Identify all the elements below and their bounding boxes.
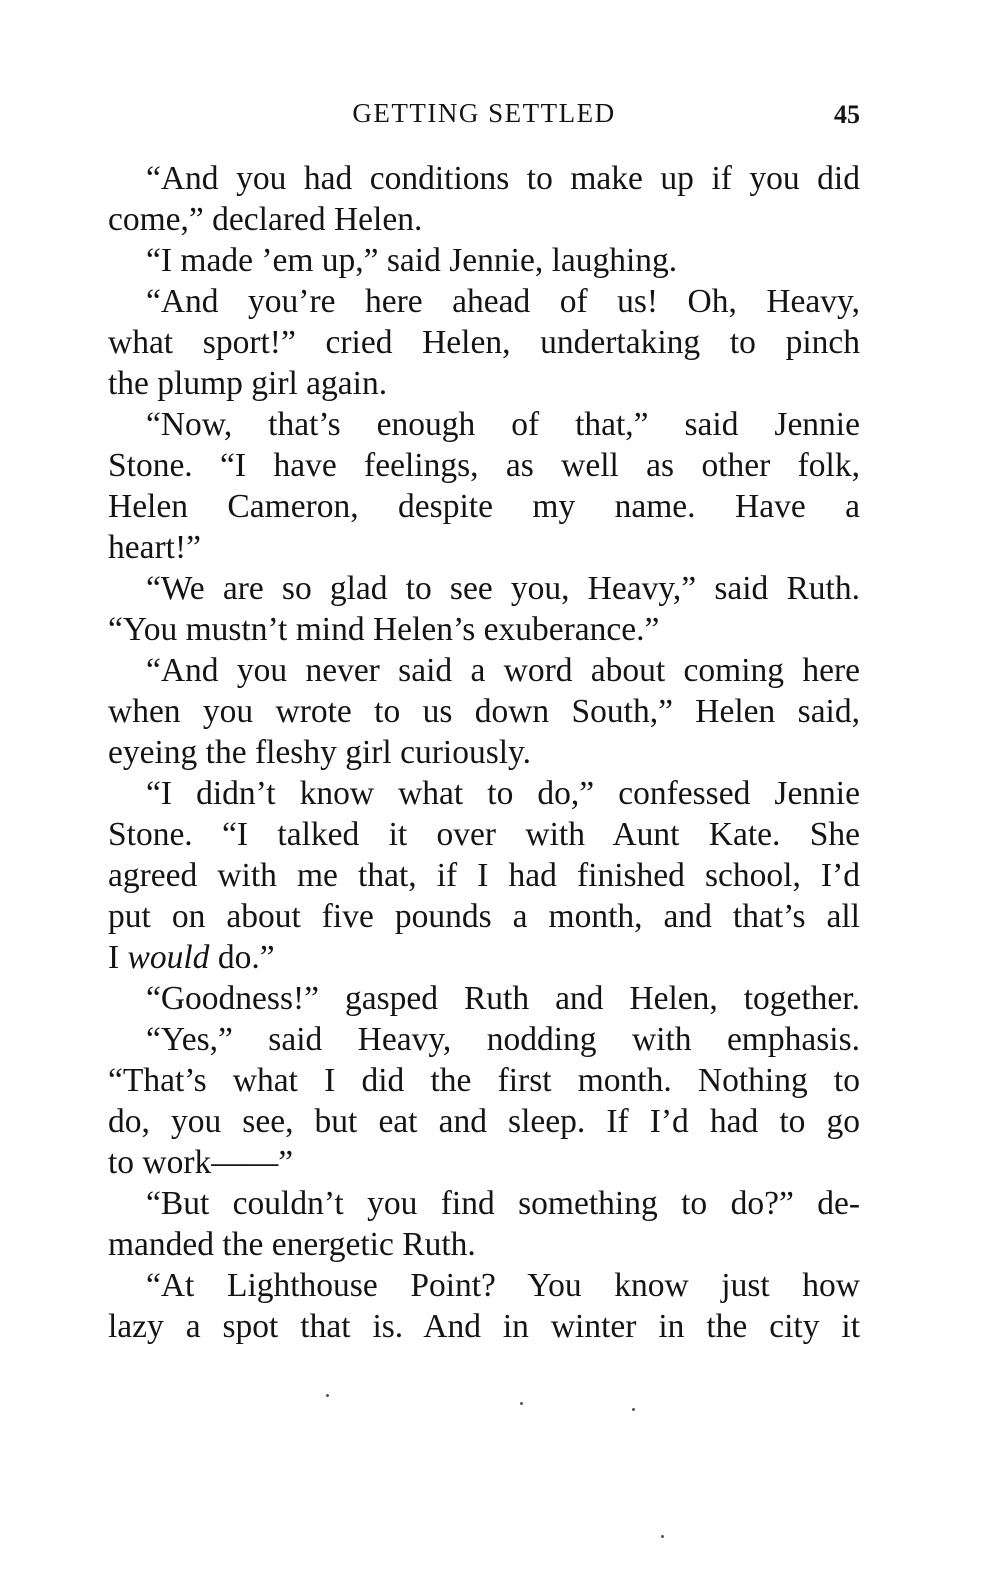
text-line: Stone. “I talked it over with Aunt Kate. She <box>108 816 860 853</box>
text-line: what sport!” cried Helen, undertaking to pinch <box>108 324 860 361</box>
text-line: “Goodness!” gasped Ruth and Helen, together. <box>146 980 860 1017</box>
text-line: put on about five pounds a month, and that’s all <box>108 898 860 935</box>
page-number: 45 <box>834 100 860 129</box>
text-line: “At Lighthouse Point? You know just how <box>146 1267 860 1304</box>
text-line: “We are so glad to see you, Heavy,” said Ruth. <box>146 570 860 607</box>
text-line: the plump girl again. <box>108 365 388 402</box>
text-segment: I <box>108 939 128 976</box>
text-line: “Now, that’s enough of that,” said Jennie <box>146 406 860 443</box>
text-line: to work——” <box>108 1144 294 1181</box>
text-line: “But couldn’t you find something to do?” de- <box>146 1185 860 1222</box>
text-line: heart!” <box>108 529 201 566</box>
text-line: “That’s what I did the first month. Nothing to <box>108 1062 860 1099</box>
text-line: when you wrote to us down South,” Helen said, <box>108 693 860 730</box>
paper-speck <box>520 1402 523 1405</box>
text-line: manded the energetic Ruth. <box>108 1226 476 1263</box>
text-line: “Yes,” said Heavy, nodding with emphasis. <box>146 1021 860 1058</box>
text-line: “And you never said a word about coming here <box>146 652 860 689</box>
text-line: Helen Cameron, despite my name. Have a <box>108 488 860 525</box>
text-segment: do.” <box>209 939 275 976</box>
text-line: “I made ’em up,” said Jennie, laughing. <box>146 242 678 279</box>
text-line: lazy a spot that is. And in winter in the city it <box>108 1308 860 1345</box>
body-text <box>108 158 860 1347</box>
text-line: “And you’re here ahead of us! Oh, Heavy, <box>146 283 860 320</box>
paper-speck <box>661 1535 664 1538</box>
emphasized-word: would <box>127 939 210 976</box>
text-line: agreed with me that, if I had finished school, I’d <box>108 857 860 894</box>
running-title: GETTING SETTLED <box>352 98 616 128</box>
text-line: “And you had conditions to make up if you did <box>146 160 860 197</box>
text-line <box>108 937 860 978</box>
paper-speck <box>326 1394 329 1397</box>
paper-speck <box>632 1408 635 1411</box>
text-line: “I didn’t know what to do,” confessed Jennie <box>146 775 860 812</box>
text-line: come,” declared Helen. <box>108 201 423 238</box>
running-head <box>108 96 860 136</box>
text-line: Stone. “I have feelings, as well as other folk, <box>108 447 860 484</box>
text-line: eyeing the fleshy girl curiously. <box>108 734 531 771</box>
text-line: do, you see, but eat and sleep. If I’d had to go <box>108 1103 860 1140</box>
text-line: “You mustn’t mind Helen’s exuberance.” <box>108 611 660 648</box>
